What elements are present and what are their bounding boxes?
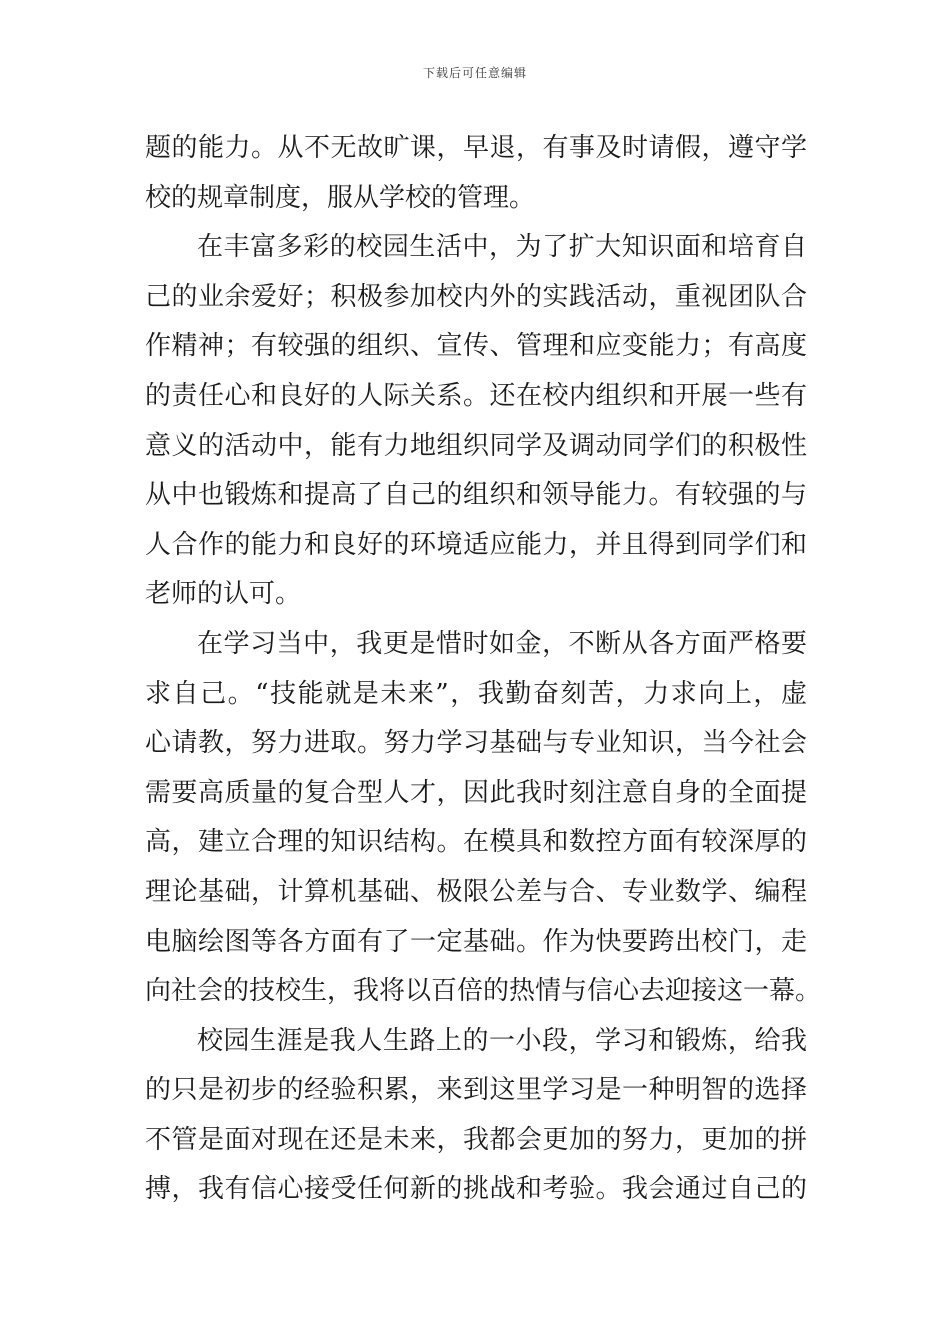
text-line: 电脑绘图等各方面有了一定基础。作为快要跨出校门，走	[145, 926, 807, 957]
text-line: 在丰富多彩的校园生活中，为了扩大知识面和培育自	[197, 232, 807, 263]
paragraph-4	[145, 1017, 807, 1215]
text-line: 在学习当中，我更是惜时如金，不断从各方面严格要	[197, 628, 807, 659]
header-note: 下载后可任意编辑	[422, 66, 527, 80]
text-line: 高，建立合理的知识结构。在模具和数控方面有较深厚的	[145, 827, 807, 858]
text-line: 作精神；有较强的组织、宣传、管理和应变能力；有高度	[145, 331, 807, 362]
text-line: 求自己。“技能就是未来”，我勤奋刻苦，力求向上，虚	[145, 678, 807, 709]
text-line: 校的规章制度，服从学校的管理。	[145, 182, 536, 213]
text-line: 向社会的技校生，我将以百倍的热情与信心去迎接这一幕。	[145, 976, 822, 1007]
text-line: 己的业余爱好；积极参加校内外的实践活动，重视团队合	[145, 281, 807, 312]
text-line: 的只是初步的经验积累，来到这里学习是一种明智的选择	[145, 1075, 807, 1106]
text-line: 意义的活动中，能有力地组织同学及调动同学们的积极性	[145, 430, 807, 461]
text-line: 心请教，努力进取。努力学习基础与专业知识，当今社会	[145, 728, 807, 759]
text-line: 老师的认可。	[145, 579, 302, 610]
text-line: 需要高质量的复合型人才，因此我时刻注意自身的全面提	[145, 777, 807, 808]
text-line: 题的能力。从不无故旷课，早退，有事及时请假，遵守学	[145, 133, 807, 163]
paragraph-2	[145, 223, 807, 620]
text-line: 校园生涯是我人生路上的一小段，学习和锻炼，给我	[197, 1025, 807, 1056]
document-body	[145, 124, 822, 1215]
text-line: 从中也锻炼和提高了自己的组织和领导能力。有较强的与	[145, 480, 807, 511]
text-line: 人合作的能力和良好的环境适应能力，并且得到同学们和	[145, 529, 807, 560]
text-line: 的责任心和良好的人际关系。还在校内组织和开展一些有	[145, 380, 807, 411]
paragraph-1	[145, 124, 807, 223]
text-line: 不管是面对现在还是未来，我都会更加的努力，更加的拼	[145, 1124, 807, 1155]
text-line: 搏，我有信心接受任何新的挑战和考验。我会通过自己的	[145, 1174, 807, 1205]
text-line: 理论基础，计算机基础、极限公差与合、专业数学、编程	[145, 876, 807, 907]
paragraph-3	[145, 620, 822, 1017]
